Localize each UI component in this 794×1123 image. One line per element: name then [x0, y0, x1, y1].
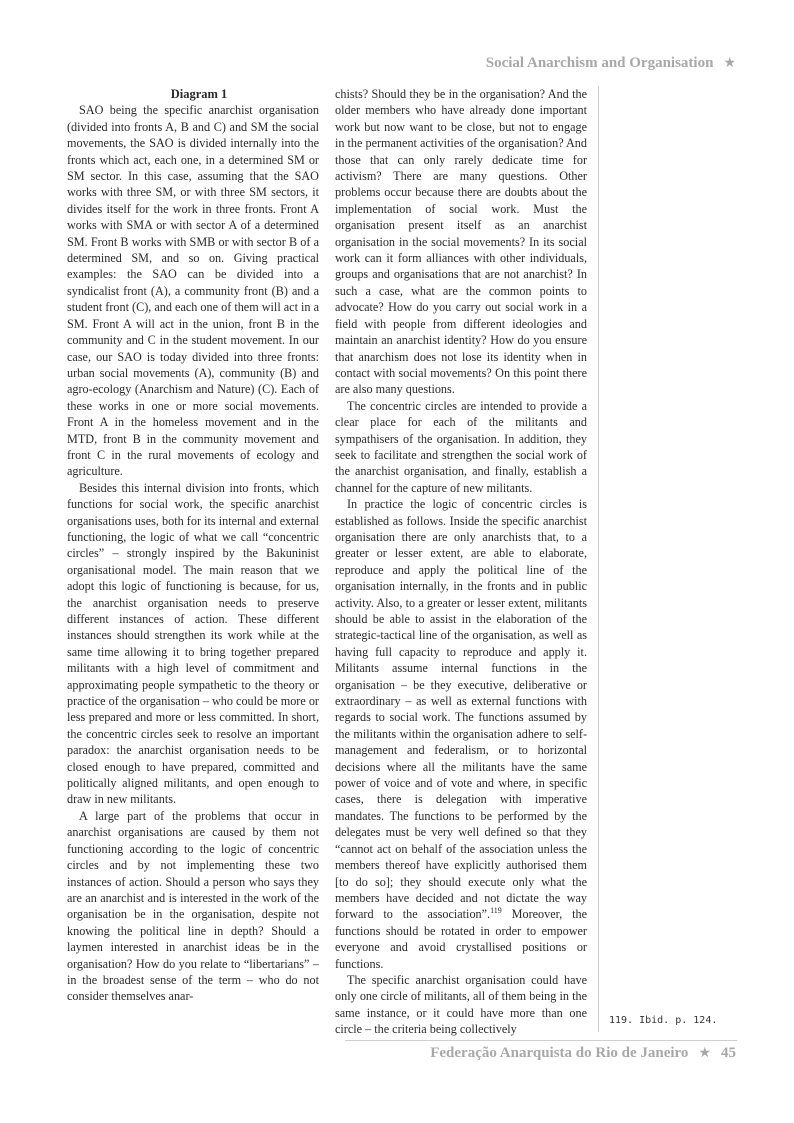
footer-rule: [345, 1040, 737, 1041]
right-column: [335, 86, 587, 1038]
running-header-title: Social Anarchism and Organisation: [485, 55, 714, 71]
running-header: [486, 55, 736, 72]
paragraph: The specific anarchist organisation could have only one circle of militants, all of them being in the same instance, or it could have more than one circle – the criteria being collectively: [335, 972, 587, 1037]
footer-publisher: Federação Anarquista do Rio de Janeiro: [430, 1045, 689, 1061]
star-icon: ★: [698, 1046, 711, 1061]
paragraph: chists? Should they be in the organisation? And the older members who have already done important work but now want to be close, but not to engage in the permanent activities of the organisation? And those that can only rarely dedicate time for activism? There are many questions. Other problems occur because there are doubts about the implementation of social work. Must the organisation present itself as an anarchist organisation in the social movements? In its social work can it form alliances with other individuals, groups and organisations that are not anarchist? In such a case, what are the common points to advocate? How do you carry out social work in a field with people from different ideologies and maintain an anarchist identity? How do you ensure that anarchism does not lose its identity when in contact with social movements? On this point there are also many questions.: [335, 87, 587, 397]
paragraph: A large part of the problems that occur in anarchist organisations are caused by them not functioning according to the logic of concentric circles and by not implementing these two instances of action. Should a person who says they are an anarchist and is interested in the work of the organisation be in the organisation, despite not knowing the political line in depth? Should a laymen interested in anarchist ideas be in the organisation? How do you relate to “libertarians” – in the broadest sense of the term – who do not consider themselves anar-: [67, 808, 319, 1004]
footnote-ref[interactable]: 119: [490, 906, 502, 916]
paragraph: [335, 496, 587, 972]
diagram-heading: Diagram 1: [170, 87, 228, 101]
left-column: [67, 86, 319, 1005]
star-icon: ★: [723, 56, 736, 71]
paragraph-text: In practice the logic of concentric circles is established as follows. Inside the specific anarchist organisation there are only anarchists that, to a greater or lesser extent, are able to elaborate, reproduce and apply the political line of the organisation internally, in the fronts and in public activity. Also, to a greater or lesser extent, militants should be able to assist in the elaboration of the strategic-tactical line of the organisation, as well as having full capacity to reproduce and apply it. Militants assume internal functions in the organisation – be they executive, deliberative or extraordinary – as well as external functions with regards to social work. The functions assumed by the militants within the organisation adhere to self-management and federalism, or to horizontal decisions where all the militants have the same power of voice and of vote and where, in specific cases, there is delegation with imperative mandates. The functions to be performed by the delegates must be very well defined so that they “cannot act on behalf of the association unless the members thereof have explicitly authorised them [to do so]; they should execute only what the members have decided and not dictate the way forward to the association”.: [335, 497, 587, 922]
running-footer: [430, 1045, 736, 1062]
footnote: 119. Ibid. p. 124.: [609, 1015, 718, 1026]
paragraph: SAO being the specific anarchist organisation (divided into fronts A, B and C) and SM the social movements, the SAO is divided internally into the fronts which act, each one, in a determined SM or SM sector. In this case, assuming that the SAO works with three SM, or with three SM sectors, it divides itself for the work in three fronts. Front A works with SMA or with sector A of a determined SM. Front B works with SMB or with sector B of a determined SM, and so on. Giving practical examples: the SAO can be divided into a syndicalist front (A), a community front (B) and a student front (C), and each one of them will act in a SM. Front A will act in the union, front B in the community and C in the student movement. In our case, our SAO is today divided into three fronts: urban social movements (A), community (B) and agro-ecology (Anarchism and Nature) (C). Each of these works in one or more social movements. Front A in the homeless movement and in the MTD, front B in the community movement and front C in the rural movements of ecology and agriculture.: [67, 103, 319, 479]
paragraph-text: Moreover, the functions should be rotated in order to empower everyone and avoid crystallised positions or functions.: [335, 907, 587, 971]
page-number: 45: [721, 1045, 736, 1061]
paragraph: Besides this internal division into fronts, which functions for social work, the specific anarchist organisations uses, both for its internal and external functioning, the logic of what we call “concentric circles” – strongly inspired by the Bakuninist organisational model. The main reason that we adopt this logic of functioning is because, for us, the anarchist organisation needs to preserve different instances of action. These different instances should strengthen its work while at the same time allowing it to bring together prepared militants with a high level of commitment and approximating people sympathetic to the theory or practice of the organisation – who could be more or less prepared and more or less committed. In short, the concentric circles seek to resolve an important paradox: the anarchist organisation needs to be closed enough to have prepared, committed and politically aligned militants, and open enough to draw in new militants.: [67, 480, 319, 807]
paragraph: The concentric circles are intended to provide a clear place for each of the militants and sympathisers of the organisation. In addition, they seek to facilitate and strengthen the social work of the anarchist organisation, and finally, establish a channel for the capture of new militants.: [335, 398, 587, 495]
margin-divider: [598, 86, 599, 1032]
